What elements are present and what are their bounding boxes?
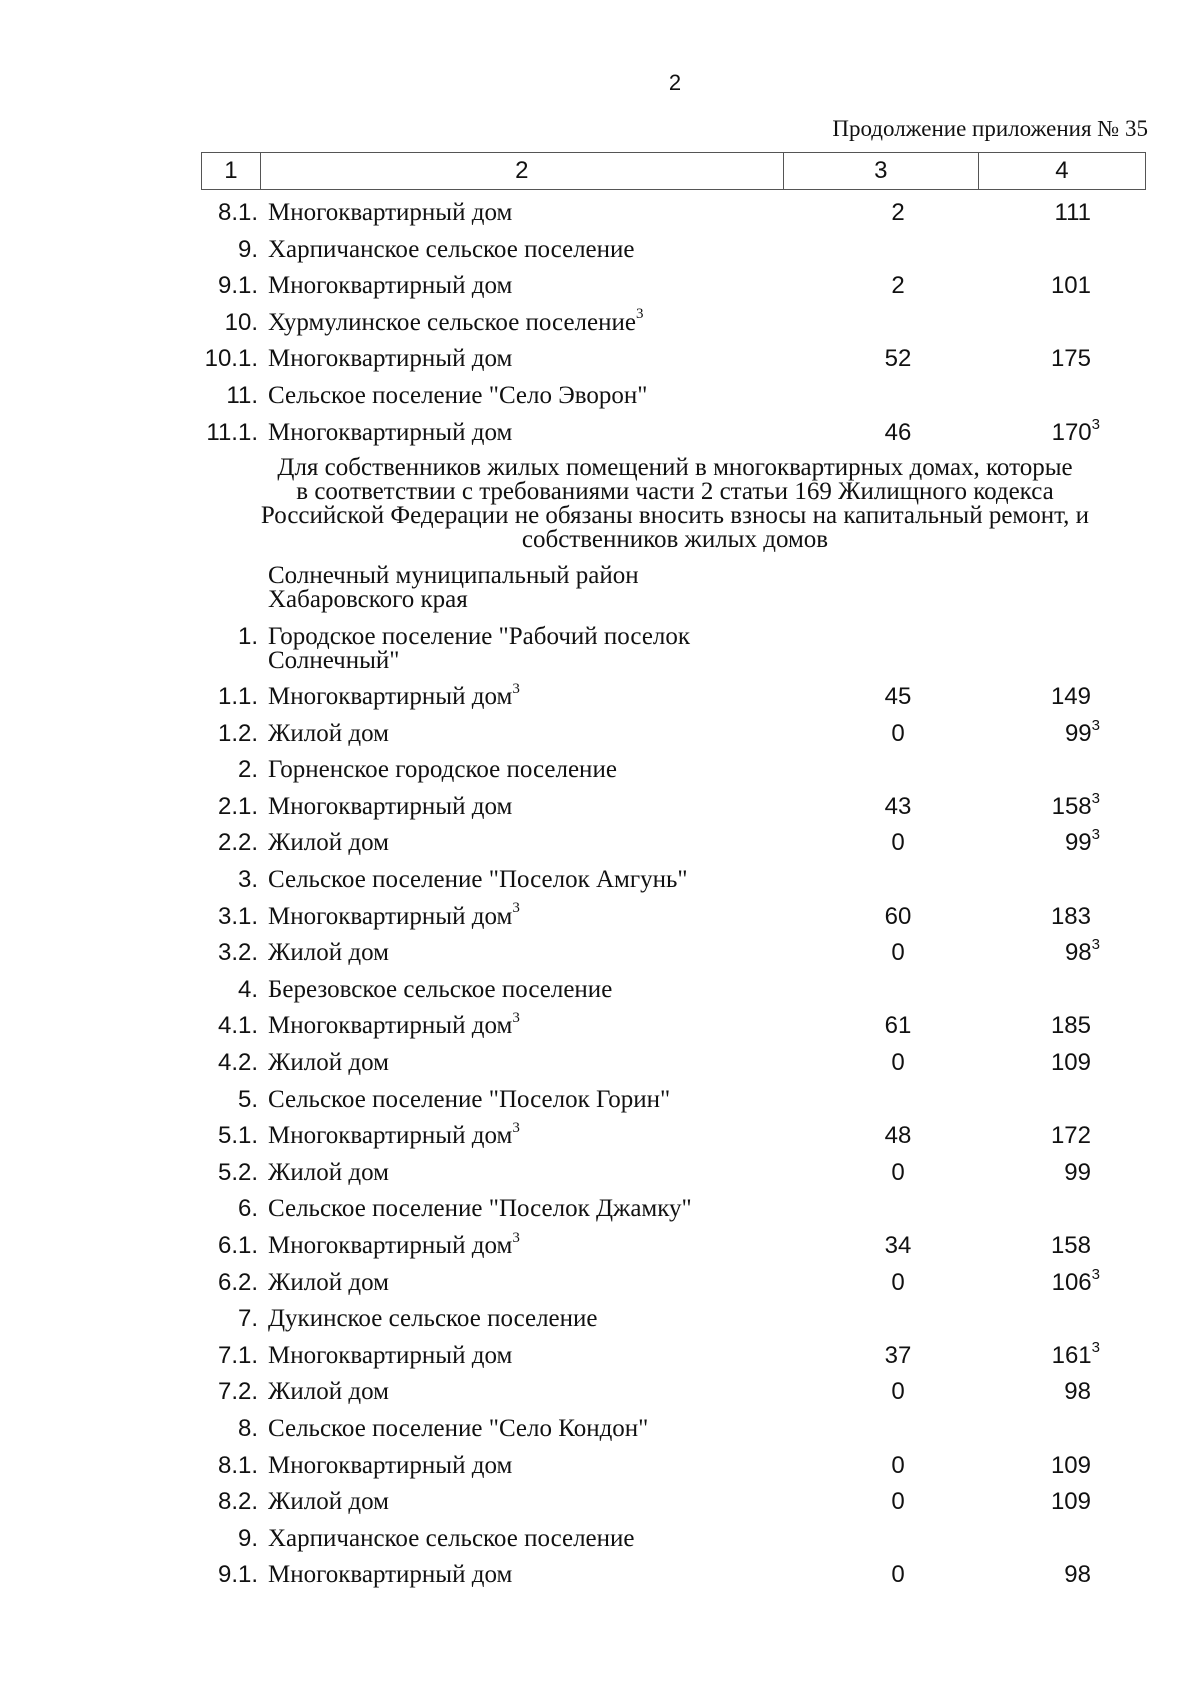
row-number: 3.1. [217, 902, 258, 930]
table-row [0, 1229, 1200, 1265]
row-name [268, 1343, 512, 1368]
row-name-text: Многоквартирный дом [268, 199, 513, 226]
column-4-value [1051, 1453, 1100, 1479]
row-number: 9.1. [217, 1561, 258, 1589]
table-row [0, 1379, 1200, 1411]
row-name [268, 680, 520, 710]
table-row [0, 1119, 1200, 1155]
table-row [0, 1196, 1200, 1228]
row-name [268, 1229, 520, 1259]
footnote-mark: 3 [512, 1119, 520, 1136]
column-4-number: 185 [1050, 1012, 1091, 1040]
column-3-value: 0 [891, 1451, 905, 1479]
row-name-text: Жилой дом [268, 939, 389, 967]
column-4-value [1064, 1160, 1100, 1186]
column-4-value [1051, 1123, 1100, 1149]
table-row [0, 680, 1200, 716]
column-4-value [1051, 415, 1100, 446]
row-name-text: Многоквартирный дом [268, 1341, 513, 1369]
row-number: 8.1. [217, 1451, 258, 1479]
footnote-mark: 3 [1091, 415, 1100, 433]
table-row [0, 237, 1200, 269]
column-4-number: 109 [1050, 1488, 1091, 1516]
row-number: 9.1. [217, 272, 258, 300]
column-4-number: 106 [1051, 1268, 1092, 1296]
column-4-value [1064, 1379, 1100, 1405]
row-name [268, 867, 688, 892]
row-name [268, 1562, 512, 1587]
row-name [268, 757, 617, 782]
row-name-text: Многоквартирный дом [268, 1122, 513, 1150]
table-row [0, 1453, 1200, 1485]
section-heading-line: Для собственников жилых помещений в многоквартирных домах, которые [277, 454, 1073, 481]
table-row [0, 1010, 1200, 1045]
column-4-number: 99 [1064, 829, 1092, 857]
table-row [0, 1050, 1200, 1082]
column-header-1: 1 [202, 153, 261, 190]
column-3-value: 0 [891, 1378, 905, 1406]
column-4-value [1051, 1338, 1100, 1369]
row-name [268, 1010, 520, 1040]
district-heading [268, 564, 639, 612]
row-name [268, 273, 512, 298]
footnote-mark: 3 [1091, 1265, 1100, 1283]
table-row [0, 200, 1200, 232]
row-name-text: Жилой дом [268, 1378, 389, 1406]
column-4-number: 109 [1050, 1049, 1091, 1076]
row-name [268, 1306, 598, 1331]
row-name [268, 346, 512, 371]
row-number: 9. [237, 1524, 258, 1552]
row-name-line: Городское поселение "Рабочий поселок [268, 623, 691, 650]
row-number: 5.1. [217, 1122, 258, 1150]
column-3-value: 2 [891, 272, 905, 300]
row-number: 2.2. [217, 829, 258, 857]
row-number: 7.1. [217, 1341, 258, 1369]
column-4-number: 101 [1050, 272, 1091, 300]
column-4-value [1051, 789, 1100, 820]
row-number: 4.1. [217, 1012, 258, 1040]
column-4-number: 172 [1050, 1122, 1091, 1150]
column-4-number: 158 [1051, 792, 1092, 820]
row-name-text: Сельское поселение "Село Кондон" [268, 1415, 649, 1442]
table-row [0, 867, 1200, 899]
row-name-text: Харпичанское сельское поселение [268, 235, 635, 263]
column-4-number: 98 [1064, 1561, 1091, 1589]
column-4-value [1051, 1013, 1100, 1039]
table-row [0, 936, 1200, 972]
column-4-value [1051, 1489, 1100, 1515]
column-4-value [1051, 346, 1100, 372]
row-name-text: Харпичанское сельское поселение [268, 1524, 635, 1552]
column-3-value: 61 [884, 1012, 912, 1040]
column-4-value [1051, 273, 1100, 299]
table-row [0, 1489, 1200, 1521]
column-header-2: 2 [260, 153, 783, 190]
continuation-label: Продолжение приложения № 35 [832, 116, 1148, 141]
footnote-mark: 3 [512, 900, 520, 917]
column-4-value [1051, 1050, 1100, 1076]
table-row [0, 789, 1200, 826]
row-number: 7. [237, 1305, 258, 1333]
column-3-value: 60 [884, 902, 912, 930]
row-name [268, 830, 389, 855]
row-name-text: Жилой дом [268, 719, 389, 747]
column-3-value: 0 [891, 1158, 905, 1186]
row-number: 11. [226, 382, 258, 409]
column-4-number: 111 [1054, 199, 1091, 226]
row-name [268, 1453, 512, 1478]
column-3-value: 37 [884, 1341, 912, 1369]
column-header-3: 3 [783, 153, 978, 190]
row-name-text: Многоквартирный дом [268, 345, 513, 373]
row-number: 5. [237, 1085, 258, 1113]
row-number: 5.2. [217, 1158, 258, 1186]
column-3-value: 0 [891, 1561, 905, 1589]
row-name-text: Сельское поселение "Поселок Джамку" [268, 1195, 692, 1223]
row-name [268, 1160, 389, 1185]
table-row [0, 716, 1200, 753]
row-number: 4. [237, 975, 258, 1003]
column-4-value [1051, 904, 1100, 930]
table-row [0, 1160, 1200, 1192]
row-name-line: Солнечный" [268, 647, 400, 674]
column-3-value: 48 [884, 1122, 912, 1150]
row-number: 6.2. [217, 1268, 258, 1296]
column-4-value [1064, 826, 1100, 857]
column-3-value: 46 [884, 418, 912, 446]
row-number: 6.1. [217, 1232, 258, 1259]
row-name [268, 306, 644, 336]
row-number: 7.2. [217, 1378, 258, 1406]
row-number: 2.1. [217, 792, 258, 820]
row-name [268, 624, 690, 673]
table-row [0, 1306, 1200, 1338]
column-3-value: 52 [884, 345, 912, 373]
row-name-text: Жилой дом [268, 1488, 389, 1516]
column-4-number: 183 [1050, 902, 1091, 930]
column-3-value: 43 [884, 792, 912, 820]
column-4-value [1051, 1265, 1100, 1296]
table-row [0, 826, 1200, 862]
column-4-value [1064, 936, 1100, 967]
row-name [268, 1416, 648, 1441]
row-name [268, 200, 512, 225]
section-heading-line: в соответствии с требованиями части 2 статьи 169 Жилищного кодекса [296, 478, 1054, 505]
row-number: 2. [237, 756, 258, 784]
column-4-value [1051, 1233, 1100, 1259]
column-4-number: 149 [1050, 683, 1091, 710]
row-number: 1.1. [217, 683, 258, 710]
row-name-text: Хурмулинское сельское поселение [268, 308, 636, 336]
row-name-text: Многоквартирный дом [268, 902, 513, 930]
column-4-number: 158 [1050, 1232, 1091, 1259]
column-4-number: 99 [1064, 1158, 1091, 1186]
row-number: 3. [237, 866, 258, 893]
table-row [0, 306, 1200, 342]
column-4-number: 99 [1064, 719, 1092, 747]
row-number: 11.1. [206, 418, 258, 446]
row-name [268, 794, 512, 819]
column-3-value: 34 [884, 1232, 912, 1259]
table-row [0, 900, 1200, 936]
row-name-text: Многоквартирный дом [268, 272, 513, 300]
row-number: 6. [237, 1195, 258, 1223]
footnote-mark: 3 [1091, 1338, 1100, 1356]
row-name [268, 1270, 389, 1295]
row-name [268, 721, 389, 746]
row-name-text: Сельское поселение "Поселок Горин" [268, 1085, 671, 1113]
table-row [0, 273, 1200, 305]
row-name [268, 383, 647, 408]
row-name-text: Сельское поселение "Поселок Амгунь" [268, 866, 688, 893]
column-4-number: 175 [1050, 345, 1091, 373]
district-heading-line: Хабаровского края [268, 586, 468, 613]
footnote-mark: 3 [1091, 936, 1100, 954]
column-3-value: 0 [891, 1268, 905, 1296]
row-name-text: Дукинское сельское поселение [268, 1305, 598, 1333]
row-name-text: Многоквартирный дом [268, 1561, 513, 1589]
row-name [268, 1050, 389, 1075]
table-row [0, 623, 1200, 674]
row-name [268, 1379, 389, 1404]
table-row [0, 1087, 1200, 1119]
row-number: 8. [237, 1415, 258, 1442]
column-3-value: 0 [891, 719, 905, 747]
row-name [268, 900, 520, 930]
table-row [0, 757, 1200, 789]
footnote-mark: 3 [512, 1010, 520, 1027]
row-name [268, 1489, 389, 1514]
row-number: 3.2. [217, 939, 258, 967]
row-name [268, 977, 612, 1002]
row-name [268, 1087, 670, 1112]
column-4-number: 170 [1051, 418, 1092, 446]
footnote-mark: 3 [1091, 789, 1100, 807]
row-name-text: Многоквартирный дом [268, 1012, 513, 1040]
row-number: 10. [224, 308, 258, 336]
row-number: 1. [237, 623, 258, 650]
column-4-number: 161 [1051, 1341, 1092, 1369]
row-name-text: Жилой дом [268, 1158, 389, 1186]
row-number: 1.2. [217, 719, 258, 747]
column-4-value [1064, 716, 1100, 747]
row-name-text: Березовское сельское поселение [268, 975, 613, 1003]
column-4-number: 109 [1050, 1451, 1091, 1479]
column-4-value [1055, 200, 1100, 226]
table-row [0, 977, 1200, 1009]
column-3-value: 2 [891, 199, 905, 226]
row-name-text: Сельское поселение "Село Эворон" [268, 382, 648, 409]
table-row [0, 1338, 1200, 1375]
row-name [268, 420, 512, 445]
row-name-text: Многоквартирный дом [268, 1451, 513, 1479]
row-name-text: Жилой дом [268, 1268, 389, 1296]
footnote-mark: 3 [1091, 826, 1100, 844]
row-name-text: Жилой дом [268, 829, 389, 857]
row-name [268, 1119, 520, 1150]
footnote-mark: 3 [512, 680, 520, 697]
column-4-number: 98 [1064, 939, 1092, 967]
column-4-number: 98 [1064, 1378, 1091, 1406]
footnote-mark: 3 [1091, 716, 1100, 734]
row-name [268, 237, 635, 262]
section-heading-line: собственников жилых домов [521, 526, 829, 553]
row-name [268, 1526, 635, 1551]
table-row [0, 346, 1200, 378]
footnote-mark: 3 [512, 1229, 520, 1246]
column-4-value [1064, 1562, 1100, 1588]
footnote-mark: 3 [635, 306, 644, 323]
column-header-4: 4 [978, 153, 1145, 190]
table-row [0, 1562, 1200, 1594]
page-number: 2 [668, 70, 682, 95]
row-name-text: Многоквартирный дом [268, 683, 513, 710]
row-number: 10.1. [204, 345, 258, 373]
table-row [0, 383, 1200, 415]
column-3-value: 0 [891, 829, 905, 857]
row-number: 9. [237, 235, 258, 263]
row-name-text: Жилой дом [268, 1049, 389, 1076]
table-row [0, 1526, 1200, 1558]
section-heading [200, 456, 1150, 552]
table-row [0, 415, 1200, 452]
column-header-table [201, 152, 1146, 190]
section-heading-line: Российской Федерации не обязаны вносить взносы на капитальный ремонт, и [260, 502, 1090, 529]
column-3-value: 0 [891, 1049, 905, 1076]
row-number: 8.2. [217, 1488, 258, 1516]
row-name [268, 1196, 692, 1221]
row-name-text: Многоквартирный дом [268, 792, 513, 820]
column-3-value: 0 [891, 939, 905, 967]
table-row [0, 1416, 1200, 1448]
row-name [268, 940, 389, 965]
row-name-text: Горненское городское поселение [268, 756, 617, 784]
row-name-text: Многоквартирный дом [268, 418, 513, 446]
row-number: 8.1. [217, 199, 258, 226]
table-row [0, 1265, 1200, 1302]
column-3-value: 45 [884, 683, 912, 710]
column-4-value [1051, 684, 1100, 710]
row-name-text: Многоквартирный дом [268, 1232, 513, 1259]
row-number: 4.2. [217, 1049, 258, 1076]
column-3-value: 0 [891, 1488, 905, 1516]
district-heading-line: Солнечный муниципальный район [268, 562, 639, 589]
